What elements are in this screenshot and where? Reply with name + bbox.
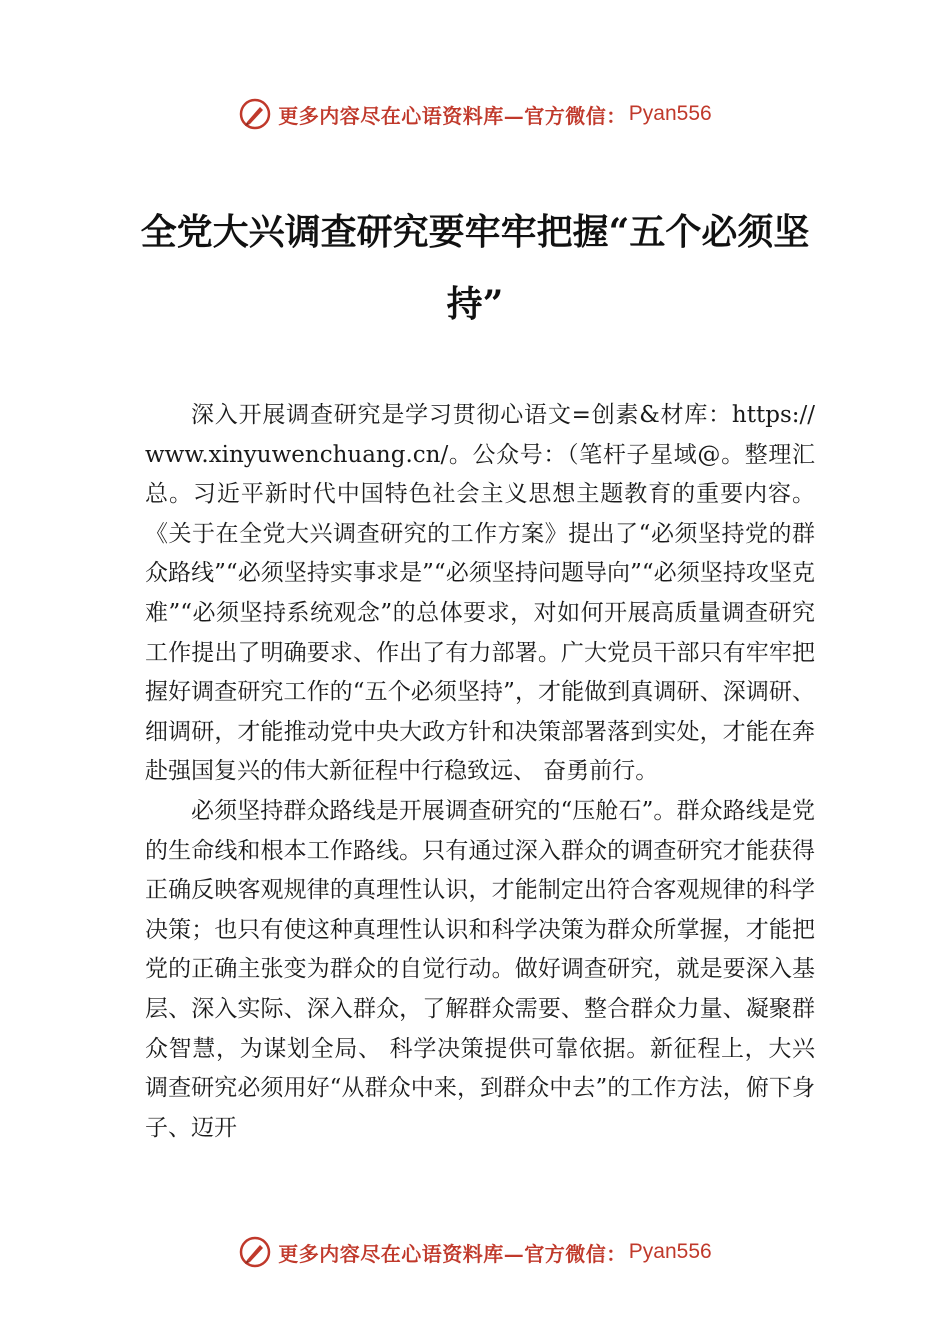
document-body [145, 396, 815, 1148]
pen-logo-icon [238, 97, 272, 131]
banner-text: 更多内容尽在心语资料库—官方微信： [278, 1241, 627, 1266]
paragraph-2: 必须坚持群众路线是开展调查研究的“压舱石”。群众路线是党的生命线和根本工作路线。只有通过深入群众的调查研究才能获得正确反映客观规律的真理性认识，才能制定出符合客观规律的科学决策；也只有使这种真理性认识和科学决策为群众所掌握，才能把党的正确主张变为群众的自觉行动。做好调查研究，就是要深入基层、深入实际、深入群众，了解群众需要、整合群众力量、凝聚群众智慧，为谋划全局、 科学决策提供可靠依据。新征程上，大兴调查研究必须用好“从群众中来，到群众中去”的工作方法，俯下身子、迈开 [145, 797, 815, 1141]
banner-text: 更多内容尽在心语资料库—官方微信： [278, 103, 627, 128]
document-title: 全党大兴调查研究要牢牢把握“五个必须坚持” [140, 211, 810, 325]
pen-logo-icon [238, 1235, 272, 1269]
banner-wechat-id: Pyan556 [628, 102, 712, 125]
footer-banner [0, 1232, 950, 1272]
header-banner [0, 94, 950, 134]
banner-wechat-id: Pyan556 [628, 1240, 712, 1263]
paragraph-1: 深入开展调查研究是学习贯彻心语文=创素&材库：https://www.xinyuwenchuang.cn/。公众号：（笔杆子星域@。整理汇总。习近平新时代中国特色社会主义思想主题教育的重要内容。《关于在全党大兴调查研究的工作方案》提出了“必须坚持党的群众路线”“必须坚持实事求是”“必须坚持问题导向”“必须坚持攻坚克难”“必须坚持系统观念”的总体要求，对如何开展高质量调查研究工作提出了明确要求、作出了有力部署。广大党员干部只有牢牢把握好调查研究工作的“五个必须坚持”，才能做到真调研、深调研、细调研，才能推动党中央大政方针和决策部署落到实处，才能在奔赴强国复兴的伟大新征程中行稳致远、 奋勇前行。 [145, 402, 815, 785]
